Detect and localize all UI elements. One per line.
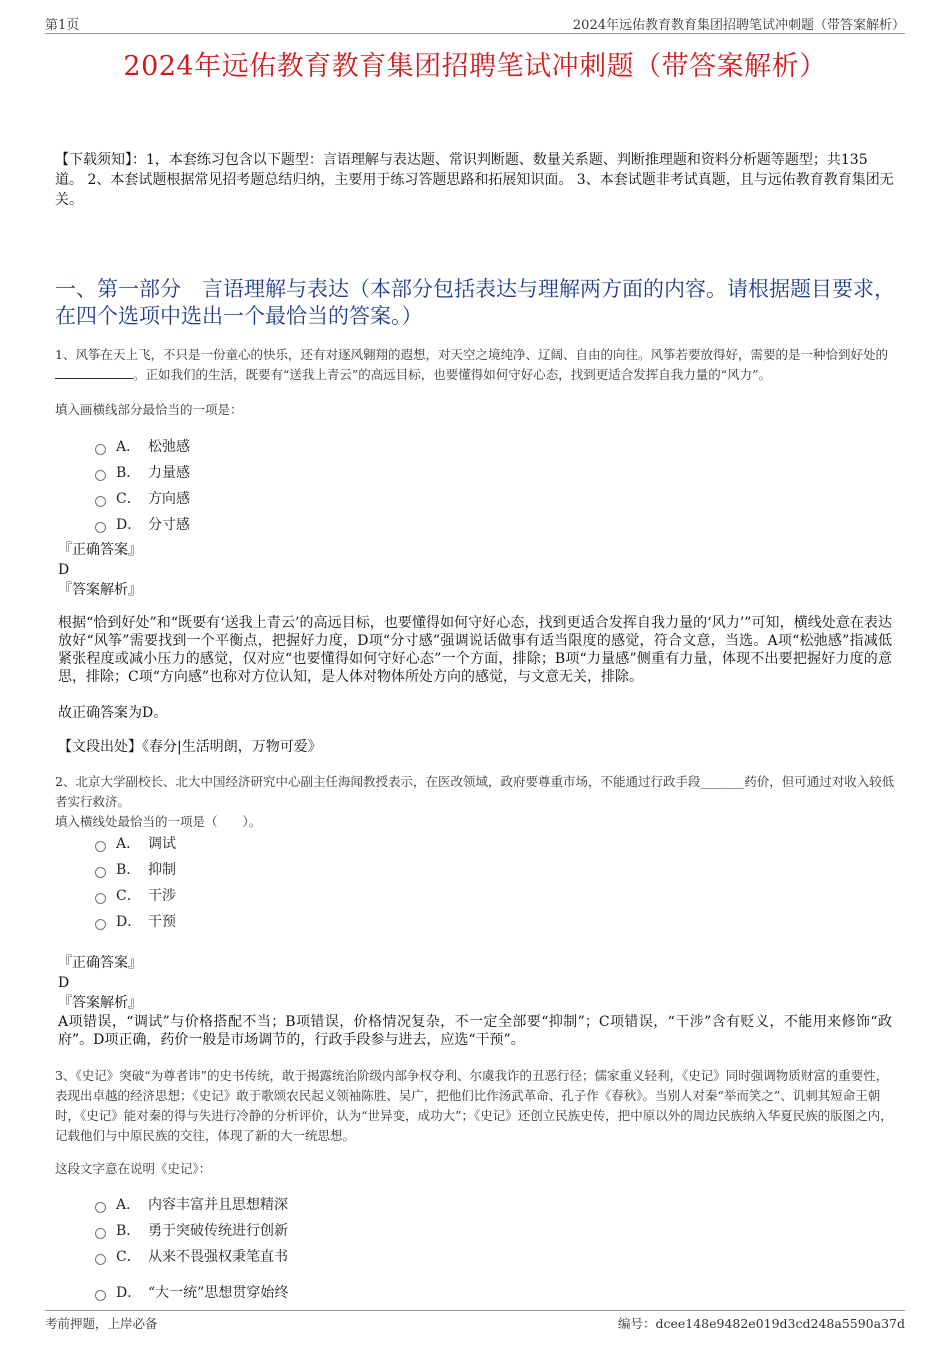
- download-notice: 【下载须知】：1，本套练习包含以下题型：言语理解与表达题、常识判断题、数量关系题、判断推理题和资料分析题等题型；共135道。 2、本套试题根据常见招考题总结归纳，主要用于练习答题思路和拓展知识面。 3、本套试题非考试真题，且与远佑教育教育集团无关。: [55, 152, 894, 208]
- header-divider: [45, 33, 905, 34]
- option-c[interactable]: C． 从来不畏强权秉笔直书: [95, 1243, 288, 1269]
- question-2-prompt: 填入横线处最恰当的一项是（ ）。: [55, 814, 262, 829]
- question-1-text-a: 1、风筝在天上飞，不只是一份童心的快乐，还有对逐风翱翔的遐想，对天空之境纯净、辽阔、自由的向往。风筝若要放得好，需要的是一种恰到好处的: [55, 347, 888, 362]
- radio-button[interactable]: [95, 1228, 106, 1239]
- option-d[interactable]: D． 干预: [95, 908, 176, 934]
- question-1-source: 【文段出处】《春分|生活明朗，万物可爱》: [58, 739, 322, 755]
- question-2-explanation: A项错误，“调试”与价格搭配不当；B项错误，价格情况复杂，不一定全部要“抑制”；C项错误，“干涉”含有贬义，不能用来修饰“政府”。D项正确，药价一般是市场调节的，行政手段参与进去，应选“干预”。: [58, 1014, 892, 1048]
- option-b[interactable]: B． 抑制: [95, 856, 176, 882]
- option-a[interactable]: A． 内容丰富并且思想精深: [95, 1191, 288, 1217]
- answer-blank: [55, 366, 133, 379]
- question-1-prompt: 填入画横线部分最恰当的一项是：: [55, 402, 243, 417]
- option-a[interactable]: A． 调试: [95, 830, 176, 856]
- question-2-answer: [58, 953, 892, 1013]
- answer-label: 『正确答案』: [58, 542, 142, 558]
- question-1-options: [95, 433, 190, 537]
- explanation-label: 『答案解析』: [58, 995, 142, 1011]
- option-b[interactable]: B． 勇于突破传统进行创新: [95, 1217, 288, 1243]
- radio-button[interactable]: [95, 919, 106, 930]
- option-c[interactable]: C． 方向感: [95, 485, 190, 511]
- question-2-text: 2、北京大学副校长、北大中国经济研究中心副主任海闻教授表示，在医改领域，政府要尊重市场，不能通过行政手段_______药价，但可通过对收入较低者实行救济。: [55, 774, 895, 809]
- radio-button[interactable]: [95, 470, 106, 481]
- explanation-label: 『答案解析』: [58, 582, 142, 598]
- radio-button[interactable]: [95, 841, 106, 852]
- question-3-options: [95, 1191, 288, 1269]
- question-1-explanation: 根据“恰到好处”和“既要有‘送我上青云’的高远目标，也要懂得如何守好心态，找到更适合发挥自我力量的‘风力’”可知，横线处意在表达放好“风筝”需要找到一个平衡点，把握好力度，D项“分寸感”强调说话做事有适当限度的感觉，符合文意，当选。A项“松弛感”指减低紧张程度或减小压力的感觉，仅对应“也要懂得如何守好心态”一个方面，排除；B项“力量感”侧重有力量，体现不出要把握好力度的意思，排除；C项“方向感”也称对方位认知，是人体对物体所处方向的感觉，与文意无关，排除。: [58, 615, 892, 685]
- page-number: 第1页: [45, 18, 80, 33]
- footer-divider: [45, 1310, 905, 1311]
- document-title: 2024年远佑教育教育集团招聘笔试冲刺题（带答案解析）: [123, 51, 827, 82]
- option-c[interactable]: C． 干涉: [95, 882, 176, 908]
- question-2-options: [95, 830, 176, 934]
- question-1-text: [55, 345, 895, 385]
- section-title: 一、第一部分 言语理解与表达（本部分包括表达与理解两方面的内容。请根据题目要求，在四个选项中选出一个最恰当的答案。）: [55, 277, 895, 328]
- question-1-answer: [58, 540, 892, 600]
- document-id: 编号：dcee148e9482e019d3cd248a5590a37d: [617, 1316, 905, 1331]
- radio-button[interactable]: [95, 1290, 106, 1301]
- question-1-text-b: 。正如我们的生活，既要有“送我上青云”的高远目标，也要懂得如何守好心态，找到更适合发挥自我力量的“风力”。: [133, 367, 772, 382]
- option-b[interactable]: B． 力量感: [95, 459, 190, 485]
- radio-button[interactable]: [95, 496, 106, 507]
- footer-slogan: 考前押题，上岸必备: [45, 1316, 158, 1331]
- radio-button[interactable]: [95, 893, 106, 904]
- answer-label: 『正确答案』: [58, 955, 142, 971]
- question-3-prompt: 这段文字意在说明《史记》：: [55, 1161, 212, 1176]
- option-d[interactable]: D． “大一统”思想贯穿始终: [95, 1279, 288, 1305]
- radio-button[interactable]: [95, 1254, 106, 1265]
- option-d[interactable]: D． 分寸感: [95, 511, 190, 537]
- radio-button[interactable]: [95, 1202, 106, 1213]
- question-3-text: 3、《史记》突破“为尊者讳”的史书传统，敢于揭露统治阶级内部争权夺利、尔虞我诈的丑恶行径；儒家重义轻利，《史记》同时强调物质财富的重要性，表现出卓越的经济思想；《史记》敢于歌颂农民起义领袖陈胜、吴广，把他们比作汤武革命、孔子作《春秋》。当别人对秦“举而笑之”、讥刺其短命王朝时，《史记》能对秦的得与失进行冷静的分析评价，认为“世异变，成功大”；《史记》还创立民族史传，把中原以外的周边民族纳入华夏民族的版图之内，记载他们与中原民族的交往，体现了新的大一统思想。: [55, 1068, 893, 1143]
- answer-value: D: [58, 562, 70, 578]
- radio-button[interactable]: [95, 522, 106, 533]
- running-title: 2024年远佑教育教育集团招聘笔试冲刺题（带答案解析）: [572, 18, 905, 33]
- radio-button[interactable]: [95, 867, 106, 878]
- answer-value: D: [58, 975, 70, 991]
- option-a[interactable]: A． 松弛感: [95, 433, 190, 459]
- radio-button[interactable]: [95, 444, 106, 455]
- question-1-conclusion: 故正确答案为D。: [58, 705, 168, 721]
- question-3-option-d-wrap: [95, 1279, 288, 1305]
